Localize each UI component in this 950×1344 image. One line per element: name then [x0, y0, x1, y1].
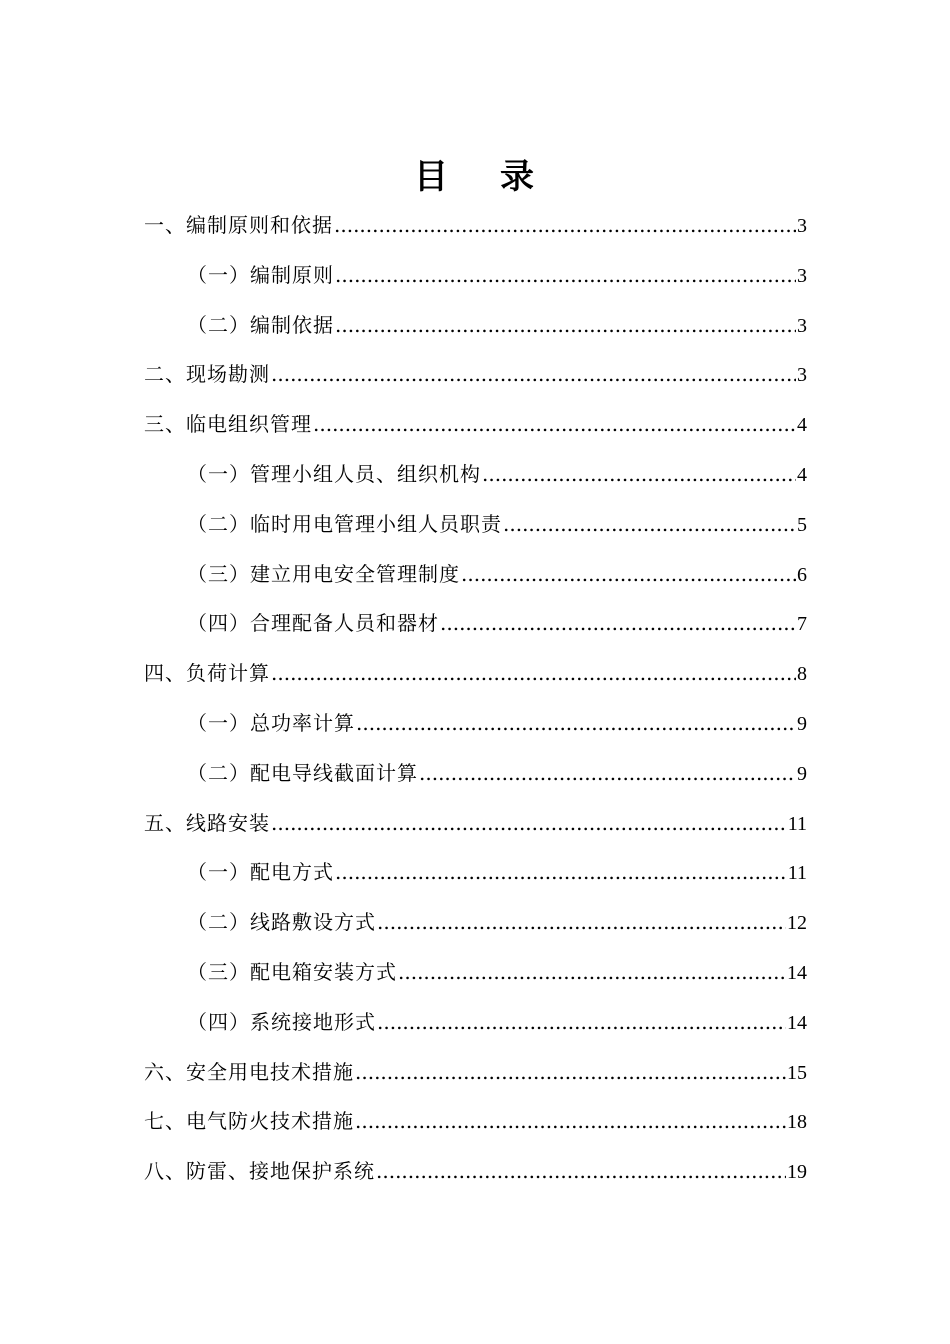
- toc-entry-label: （一）配电方式: [187, 860, 334, 885]
- toc-entry-label: 五、线路安装: [144, 810, 270, 835]
- toc-entry-page-number: 3: [797, 314, 807, 337]
- toc-dot-leader: [355, 1047, 786, 1097]
- toc-entry-label: 七、电气防火技术措施: [144, 1109, 354, 1134]
- toc-dot-leader: [271, 648, 796, 698]
- toc-entry-label: （二）编制依据: [187, 312, 334, 337]
- toc-entry-line: [144, 1047, 807, 1097]
- toc-entry-label: 八、防雷、接地保护系统: [144, 1159, 375, 1184]
- toc-dot-leader: [335, 300, 796, 350]
- toc-entry[interactable]: [0, 648, 950, 698]
- toc-entry[interactable]: [0, 598, 950, 648]
- toc-entry[interactable]: [0, 1096, 950, 1146]
- toc-entry[interactable]: [0, 250, 950, 300]
- toc-dot-leader: [334, 200, 796, 250]
- toc-entry[interactable]: [0, 300, 950, 350]
- toc-entry-label: （二）配电导线截面计算: [187, 760, 418, 785]
- toc-dot-leader: [419, 748, 796, 798]
- toc-entry-line: [187, 499, 807, 549]
- toc-entry-line: [187, 698, 807, 748]
- toc-dot-leader: [482, 449, 796, 499]
- toc-entry-label: （一）编制原则: [187, 262, 334, 287]
- toc-entry-label: 三、临电组织管理: [144, 412, 312, 437]
- toc-entry-label: （三）建立用电安全管理制度: [187, 561, 460, 586]
- toc-entry-page-number: 7: [797, 613, 807, 636]
- toc-entry[interactable]: [0, 200, 950, 250]
- toc-entry-line: [187, 300, 807, 350]
- toc-entry-page-number: 15: [787, 1061, 807, 1084]
- toc-entry-label: 六、安全用电技术措施: [144, 1059, 354, 1084]
- toc-entry-label: （三）配电箱安装方式: [187, 960, 397, 984]
- toc-entry[interactable]: [0, 897, 950, 947]
- toc-entry[interactable]: [0, 847, 950, 897]
- toc-entry-line: [144, 200, 807, 250]
- toc-dot-leader: [461, 549, 796, 599]
- toc-entry[interactable]: [0, 449, 950, 499]
- toc-entry-page-number: 3: [797, 215, 807, 237]
- toc-entry[interactable]: [0, 947, 950, 997]
- toc-dot-leader: [503, 499, 796, 549]
- toc-entry[interactable]: [0, 698, 950, 748]
- toc-entry-line: [144, 1096, 807, 1146]
- toc-entry-label: 二、现场勘测: [144, 362, 270, 387]
- toc-dot-leader: [356, 698, 796, 748]
- toc-entry-page-number: 4: [797, 414, 807, 437]
- toc-entry-label: （一）总功率计算: [187, 711, 355, 735]
- toc-entry-line: [144, 349, 807, 399]
- toc-title-char-2: 录: [500, 157, 536, 197]
- toc-entry-page-number: 3: [797, 264, 807, 287]
- toc-entry-page-number: 6: [797, 563, 807, 586]
- toc-dot-leader: [335, 847, 787, 897]
- toc-entry[interactable]: [0, 1146, 950, 1196]
- toc-entry-line: [144, 399, 807, 449]
- toc-entry-label: 四、负荷计算: [144, 661, 270, 686]
- toc-entry-page-number: 8: [797, 663, 807, 686]
- toc-entry[interactable]: [0, 399, 950, 449]
- toc-entry-page-number: 18: [787, 1111, 807, 1134]
- toc-entry-label: 一、编制原则和依据: [144, 213, 333, 237]
- toc-dot-leader: [398, 947, 786, 997]
- toc-entry-line: [187, 847, 807, 897]
- toc-entry[interactable]: [0, 798, 950, 848]
- toc-entry-line: [187, 449, 807, 499]
- toc-dot-leader: [271, 798, 787, 848]
- toc-dot-leader: [313, 399, 796, 449]
- toc-entry-page-number: 9: [797, 713, 807, 735]
- toc-entry-line: [144, 648, 807, 698]
- toc-entry-line: [144, 1146, 807, 1196]
- toc-entry[interactable]: [0, 349, 950, 399]
- toc-dot-leader: [376, 1146, 786, 1196]
- toc-entry-line: [187, 549, 807, 599]
- toc-entry-page-number: 19: [787, 1161, 807, 1184]
- toc-entry[interactable]: [0, 1047, 950, 1097]
- toc-entry-label: （一）管理小组人员、组织机构: [187, 462, 481, 486]
- toc-dot-leader: [377, 897, 786, 947]
- toc-entry-label: （四）系统接地形式: [187, 1009, 376, 1034]
- toc-entry-page-number: 9: [797, 762, 807, 785]
- toc-entry-label: （二）临时用电管理小组人员职责: [187, 511, 502, 536]
- toc-entry-line: [187, 250, 807, 300]
- toc-entry-page-number: 14: [787, 1011, 807, 1034]
- toc-entry[interactable]: [0, 549, 950, 599]
- toc-entry-page-number: 11: [787, 862, 807, 885]
- toc-title: [0, 152, 950, 202]
- toc-entry-page-number: 3: [797, 364, 807, 387]
- toc-dot-leader: [335, 250, 796, 300]
- toc-entry-line: [187, 997, 807, 1047]
- toc-entry-page-number: 12: [787, 912, 807, 935]
- toc-entry[interactable]: [0, 997, 950, 1047]
- toc-entry-page-number: 5: [797, 513, 807, 536]
- toc-entry-line: [144, 798, 807, 848]
- toc-entry-page-number: 14: [787, 962, 807, 984]
- toc-entry-page-number: 11: [787, 812, 807, 835]
- toc-entry-page-number: 4: [797, 464, 807, 486]
- toc-entry-label: （四）合理配备人员和器材: [187, 611, 439, 636]
- toc-entry[interactable]: [0, 499, 950, 549]
- toc-dot-leader: [377, 997, 786, 1047]
- toc-entry-line: [187, 748, 807, 798]
- toc-entry-label: （二）线路敷设方式: [187, 910, 376, 935]
- toc-dot-leader: [440, 598, 796, 648]
- toc-entry-line: [187, 598, 807, 648]
- toc-title-char-1: 目: [414, 157, 450, 197]
- toc-entry[interactable]: [0, 748, 950, 798]
- toc-dot-leader: [355, 1096, 786, 1146]
- toc-dot-leader: [271, 349, 796, 399]
- toc-entry-line: [187, 897, 807, 947]
- toc-entry-line: [187, 947, 807, 997]
